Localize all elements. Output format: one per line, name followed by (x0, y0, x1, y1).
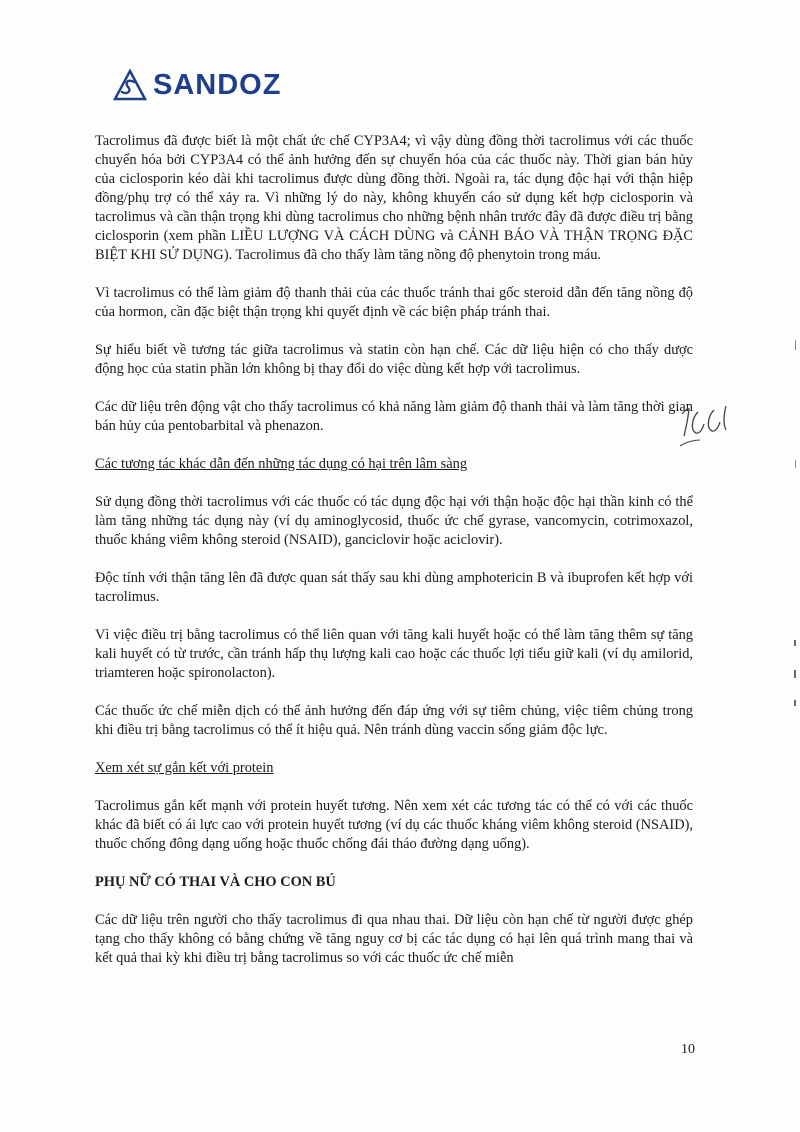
section-heading: PHỤ NỮ CÓ THAI VÀ CHO CON BÚ (95, 874, 336, 890)
sandoz-triangle-logo-icon (113, 68, 147, 102)
paragraph: Tacrolimus đã được biết là một chất ức chế CYP3A4; vì vậy dùng đồng thời tacrolimus với các thuốc chuyển hóa bởi CYP3A4 có thể ảnh hưởng đến sự chuyển hóa của các thuốc này. Thời gian bán hủy của ciclosporin kéo dài khi tacrolimus được dùng đồng thời. Ngoài ra, tác dụng độc hại với thận hiệp đồng/phụ trợ có thể xảy ra. Vì những lý do này, không khuyến cáo sử dụng kết hợp ciclosporin và tacrolimus và cần thận trọng khi dùng tacrolimus cho những bệnh nhân trước đây đã được điều trị bằng ciclosporin (xem phần LIỀU LƯỢNG VÀ CÁCH DÙNG và CẢNH BÁO VÀ THẬN TRỌNG ĐẶC BIỆT KHI SỬ DỤNG). Tacrolimus đã cho thấy làm tăng nồng độ phenytoin trong máu. (95, 133, 693, 263)
brand-name: SANDOZ (153, 68, 282, 101)
handwritten-initials (676, 400, 738, 452)
sandoz-logo (113, 68, 281, 102)
paragraph: Vì việc điều trị bằng tacrolimus có thể liên quan với tăng kali huyết hoặc có thể làm tăng thêm sự tăng kali huyết có từ trước, cần tránh hấp thụ lượng kali cao hoặc các thuốc lợi tiểu giữ kali (ví dụ amilorid, triamteren hoặc spironolacton). (95, 627, 693, 681)
document-body (95, 132, 693, 987)
paragraph: Các dữ liệu trên người cho thấy tacrolimus đi qua nhau thai. Dữ liệu còn hạn chế từ người được ghép tạng cho thấy không có bằng chứng về tăng nguy cơ bị các tác dụng có hại lên quá trình mang thai và kết quả thai kỳ khi điều trị bằng tacrolimus so với các thuốc ức chế miễn (95, 912, 693, 966)
section-heading: Xem xét sự gắn kết với protein (95, 760, 274, 776)
paragraph: Độc tính với thận tăng lên đã được quan sát thấy sau khi dùng amphotericin B và ibuprofen kết hợp với tacrolimus. (95, 570, 693, 605)
paragraph: Sử dụng đồng thời tacrolimus với các thuốc có tác dụng độc hại với thận hoặc độc hại thần kinh có thể làm tăng những tác dụng này (ví dụ aminoglycosid, thuốc ức chế gyrase, vancomycin, cotrimoxazol, thuốc kháng viêm không steroid (NSAID), ganciclovir hoặc aciclovir). (95, 494, 693, 548)
scan-edge-marks (792, 340, 798, 740)
page-number: 10 (681, 1042, 695, 1057)
paragraph: Các dữ liệu trên động vật cho thấy tacrolimus có khả năng làm giảm độ thanh thải và làm tăng thời gian bán hủy của pentobarbital và phenazon. (95, 399, 693, 434)
paragraph: Sự hiểu biết về tương tác giữa tacrolimus và statin còn hạn chế. Các dữ liệu hiện có cho thấy dược động học của statin phần lớn không bị thay đổi do việc dùng kết hợp với tacrolimus. (95, 342, 693, 377)
paragraph: Các thuốc ức chế miễn dịch có thể ảnh hưởng đến đáp ứng với sự tiêm chủng, việc tiêm chủng trong khi điều trị bằng tacrolimus có thể ít hiệu quả. Nên tránh dùng vaccin sống giảm độc lực. (95, 703, 693, 738)
section-heading: Các tương tác khác dẫn đến những tác dụng có hại trên lâm sàng (95, 456, 468, 472)
paragraph: Vì tacrolimus có thể làm giảm độ thanh thải của các thuốc tránh thai gốc steroid dẫn đến tăng nồng độ của hormon, cần đặc biệt thận trọng khi quyết định về các biện pháp tránh thai. (95, 285, 693, 320)
paragraph: Tacrolimus gắn kết mạnh với protein huyết tương. Nên xem xét các tương tác có thể có với các thuốc khác đã biết có ái lực cao với protein huyết tương (ví dụ các thuốc kháng viêm không steroid (NSAID), thuốc chống đông dạng uống hoặc thuốc chống đái tháo đường dạng uống). (95, 798, 693, 852)
